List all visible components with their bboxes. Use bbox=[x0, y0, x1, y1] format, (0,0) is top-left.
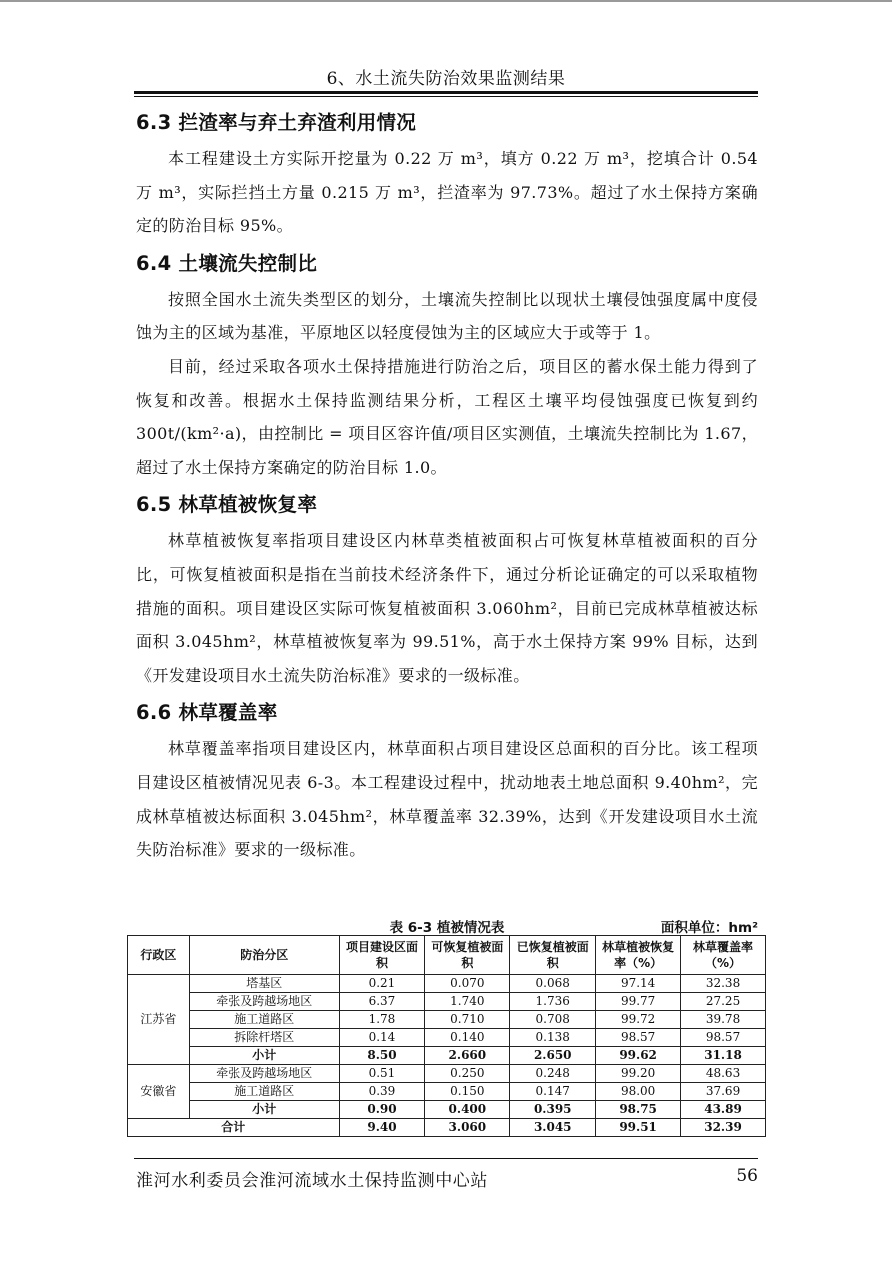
table-cell: 43.89 bbox=[681, 1101, 766, 1119]
table-cell: 0.250 bbox=[425, 1065, 510, 1083]
subtotal-row bbox=[128, 1101, 766, 1119]
header-cell: 项目建设区面积 bbox=[339, 936, 425, 975]
vegetation-table bbox=[127, 935, 766, 1137]
header-cell: 行政区 bbox=[128, 936, 190, 975]
total-row bbox=[128, 1119, 766, 1137]
table-cell: 小计 bbox=[189, 1047, 339, 1065]
table-cell: 99.62 bbox=[596, 1047, 681, 1065]
table-cell: 小计 bbox=[189, 1101, 339, 1119]
table-cell: 3.060 bbox=[425, 1119, 510, 1137]
table-cell: 39.78 bbox=[681, 1011, 766, 1029]
table-cell: 9.40 bbox=[339, 1119, 425, 1137]
table-cell: 3.045 bbox=[510, 1119, 596, 1137]
footer-organization: 淮河水利委员会淮河流域水土保持监测中心站 bbox=[136, 1171, 488, 1191]
section-heading-6-4: 6.4 土壤流失控制比 bbox=[136, 251, 318, 275]
table-cell: 99.77 bbox=[596, 993, 681, 1011]
page-number: 56 bbox=[736, 1166, 758, 1186]
table-cell: 98.00 bbox=[596, 1083, 681, 1101]
table-cell: 37.69 bbox=[681, 1083, 766, 1101]
table-cell: 0.147 bbox=[510, 1083, 596, 1101]
region-cell: 江苏省 bbox=[128, 975, 190, 1065]
region-cell: 安徽省 bbox=[128, 1065, 190, 1119]
table-cell: 0.400 bbox=[425, 1101, 510, 1119]
table-cell: 牵张及跨越场地区 bbox=[189, 993, 339, 1011]
page-header: 6、水土流失防治效果监测结果 bbox=[326, 69, 566, 89]
table-cell: 97.14 bbox=[596, 975, 681, 993]
table-cell: 99.20 bbox=[596, 1065, 681, 1083]
header-cell: 已恢复植被面积 bbox=[510, 936, 596, 975]
table-cell: 32.39 bbox=[681, 1119, 766, 1137]
header-rule-thin bbox=[134, 96, 758, 97]
header-cell: 防治分区 bbox=[189, 936, 339, 975]
table-cell: 0.395 bbox=[510, 1101, 596, 1119]
table-cell: 99.51 bbox=[596, 1119, 681, 1137]
table-cell: 0.068 bbox=[510, 975, 596, 993]
table-caption bbox=[136, 906, 758, 938]
paragraph-6-4-1: 按照全国水土流失类型区的划分，土壤流失控制比以现状土壤侵蚀强度属中度侵蚀为主的区域为基准，平原地区以轻度侵蚀为主的区域应大于或等于 1。 bbox=[136, 289, 758, 343]
table-cell: 8.50 bbox=[339, 1047, 425, 1065]
table-header-row bbox=[128, 936, 766, 975]
footer-rule bbox=[134, 1158, 758, 1159]
header-cell: 林草植被恢复率（%） bbox=[596, 936, 681, 975]
table-cell: 1.736 bbox=[510, 993, 596, 1011]
table-cell: 48.63 bbox=[681, 1065, 766, 1083]
table-cell: 拆除杆塔区 bbox=[189, 1029, 339, 1047]
table-cell: 0.708 bbox=[510, 1011, 596, 1029]
table-cell: 32.38 bbox=[681, 975, 766, 993]
subtotal-row bbox=[128, 1047, 766, 1065]
paragraph-6-5-1: 林草植被恢复率指项目建设区内林草类植被面积占可恢复林草植被面积的百分比，可恢复植被面积是指在当前技术经济条件下，通过分析论证确定的可以采取植物措施的面积。项目建设区实际可恢复植被面积 3.060hm²，目前已完成林草植被达标面积 3.045hm²，林草植被恢复率为 99.51%，高于水土保持方案 99% 目标，达到《开发建设项目水土流失防治标准》要求的一级标准。 bbox=[136, 531, 758, 685]
table-cell: 牵张及跨越场地区 bbox=[189, 1065, 339, 1083]
table-row bbox=[128, 1065, 766, 1083]
table-cell: 98.57 bbox=[596, 1029, 681, 1047]
table-cell: 0.51 bbox=[339, 1065, 425, 1083]
table-row bbox=[128, 975, 766, 993]
table-cell: 0.14 bbox=[339, 1029, 425, 1047]
table-cell: 1.78 bbox=[339, 1011, 425, 1029]
table-cell: 0.150 bbox=[425, 1083, 510, 1101]
table-cell: 2.660 bbox=[425, 1047, 510, 1065]
table-cell: 98.57 bbox=[681, 1029, 766, 1047]
table-row bbox=[128, 993, 766, 1011]
table-cell: 2.650 bbox=[510, 1047, 596, 1065]
table-cell: 1.740 bbox=[425, 993, 510, 1011]
page-top-border bbox=[0, 0, 892, 2]
table-row bbox=[128, 1011, 766, 1029]
table-cell: 合计 bbox=[128, 1119, 340, 1137]
paragraph-6-6-1: 林草覆盖率指项目建设区内，林草面积占项目建设区总面积的百分比。该工程项目建设区植被情况见表 6-3。本工程建设过程中，扰动地表土地总面积 9.40hm²，完成林草植被达标面积 3.045hm²，林草覆盖率 32.39%，达到《开发建设项目水土流失防治标准》要求的一级标准。 bbox=[136, 739, 758, 860]
table-cell: 0.070 bbox=[425, 975, 510, 993]
table-cell: 0.39 bbox=[339, 1083, 425, 1101]
table-cell: 0.248 bbox=[510, 1065, 596, 1083]
header-cell: 林草覆盖率（%） bbox=[681, 936, 766, 975]
header-cell: 可恢复植被面积 bbox=[425, 936, 510, 975]
table-cell: 0.21 bbox=[339, 975, 425, 993]
table-title: 表 6-3 植被情况表 bbox=[389, 920, 505, 936]
table-cell: 6.37 bbox=[339, 993, 425, 1011]
table-cell: 98.75 bbox=[596, 1101, 681, 1119]
table-row bbox=[128, 1029, 766, 1047]
table-cell: 0.710 bbox=[425, 1011, 510, 1029]
section-heading-6-5: 6.5 林草植被恢复率 bbox=[136, 493, 318, 517]
table-row bbox=[128, 1083, 766, 1101]
table-cell: 0.90 bbox=[339, 1101, 425, 1119]
section-heading-6-3: 6.3 拦渣率与弃土弃渣利用情况 bbox=[136, 111, 417, 134]
table-cell: 31.18 bbox=[681, 1047, 766, 1065]
section-heading-6-6: 6.6 林草覆盖率 bbox=[136, 701, 278, 725]
paragraph-6-4-2: 目前，经过采取各项水土保持措施进行防治之后，项目区的蓄水保土能力得到了恢复和改善。根据水土保持监测结果分析，工程区土壤平均侵蚀强度已恢复到约 300t/(km²·a)，由控制比 = 项目区容许值/项目区实测值，土壤流失控制比为 1.67，超过了水土保持方案确定的防治目标 1.0。 bbox=[136, 356, 758, 477]
table-cell: 0.140 bbox=[425, 1029, 510, 1047]
table-cell: 27.25 bbox=[681, 993, 766, 1011]
paragraph-6-3-1: 本工程建设土方实际开挖量为 0.22 万 m³，填方 0.22 万 m³，挖填合计 0.54 万 m³，实际拦挡土方量 0.215 万 m³，拦渣率为 97.73%。超过了水土保持方案确定的防治目标 95%。 bbox=[136, 149, 758, 236]
table-cell: 塔基区 bbox=[189, 975, 339, 993]
table-cell: 0.138 bbox=[510, 1029, 596, 1047]
table-unit: 面积单位：hm² bbox=[660, 920, 758, 936]
table-cell: 施工道路区 bbox=[189, 1011, 339, 1029]
table-cell: 99.72 bbox=[596, 1011, 681, 1029]
table-cell: 施工道路区 bbox=[189, 1083, 339, 1101]
header-rule-thick bbox=[134, 91, 758, 94]
main-content bbox=[136, 106, 758, 867]
